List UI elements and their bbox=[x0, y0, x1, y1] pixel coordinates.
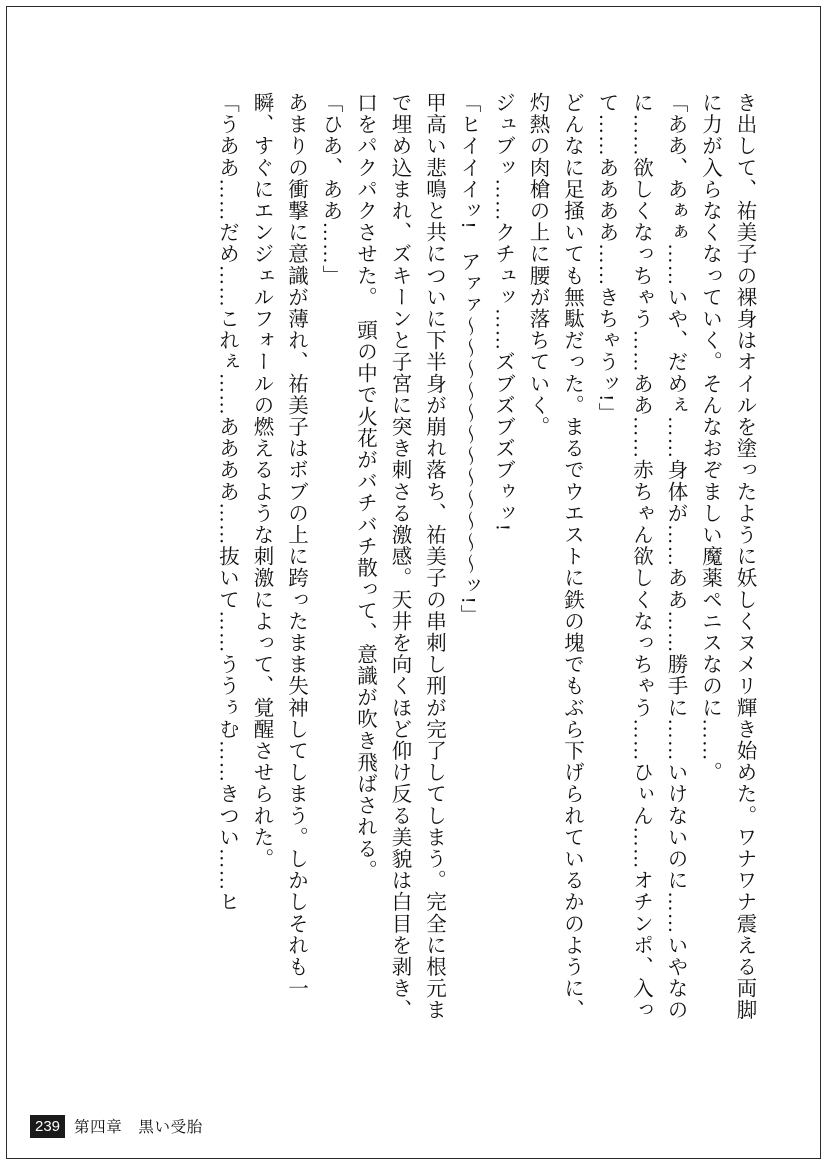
page-body-text bbox=[61, 92, 761, 1042]
paragraph: 「ああ、あぁぁ……いや、だめぇ……身体が……ああ……勝手に……いけないのに……いやなのに……欲しくなっちゃう……ああ……赤ちゃん欲しくなっちゃう……ひぃん……オチンポ、入って……ああああ……きちゃうッ!」 bbox=[595, 92, 686, 1021]
paragraph: 甲高い悲鳴と共についに下半身が崩れ落ち、祐美子の串刺し刑が完了してしまう。完全に根元まで埋め込まれ、ズキーンと子宮に突き刺さる激感。天井を向くほど仰け反る美貌は白目を剥き、口をパクパクさせた。 頭の中で火花がバチバチ散って、意識が吹き飛ばされる。 bbox=[353, 92, 445, 1021]
page-footer bbox=[30, 1113, 203, 1139]
chapter-title: 第四章 黒い受胎 bbox=[74, 1119, 203, 1136]
paragraph: どんなに足掻いても無駄だった。まるでウエストに鉄の塊でもぶら下げられているかのように、灼熱の肉槍の上に腰が落ちていく。 bbox=[526, 92, 583, 1021]
paragraph: き出して、祐美子の裸身はオイルを塗ったように妖しくヌメリ輝き始めた。ワナワナ震える両脚に力が入らなくなっていく。そんなおぞましい魔薬ペニスなのに……。 bbox=[698, 92, 755, 1021]
paragraph: あまりの衝撃に意識が薄れ、祐美子はボブの上に跨ったまま失神してしまう。しかしそれも一瞬、すぐにエンジェルフォールの燃えるような刺激によって、覚醒させられた。 bbox=[250, 92, 307, 1000]
paragraph: 「ヒイイイッ! アァァ〜〜〜〜〜〜〜〜〜〜〜〜ッ!」 bbox=[457, 92, 479, 627]
page-number: 239 bbox=[30, 1115, 65, 1138]
paragraph: 「ひあ、ああ……」 bbox=[319, 92, 341, 287]
paragraph: ジュブッ……クチュッ……ズブズブズブゥッ! bbox=[491, 92, 514, 532]
paragraph: 「うああ……だめ……これぇ……ああああ……抜いて……ううぅむ……きつい……ヒ bbox=[215, 92, 238, 913]
